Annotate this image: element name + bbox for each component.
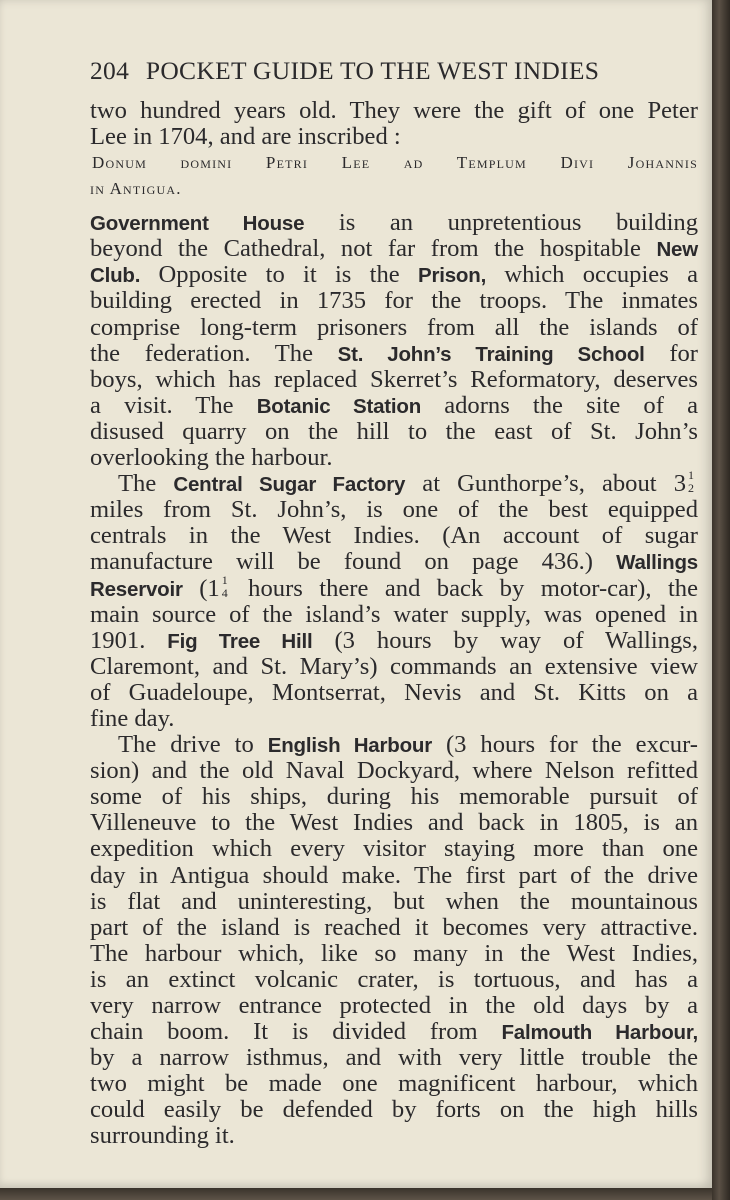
text-line: main source of the island’s water supply, was opened in [90, 600, 698, 628]
text-line: Club. Opposite to it is the Prison, which occupies a [90, 261, 698, 289]
fraction-half: 1 2 [688, 468, 694, 496]
inscription-line: Donum domini Petri Lee ad Templum Divi Johannis [92, 153, 698, 173]
text-line: Government House is an unpretentious building [90, 209, 698, 237]
place-new-club: New [656, 238, 698, 262]
text-line: Claremont, and St. Mary’s) commands an extensive view [90, 652, 698, 680]
text-line: expedition which every visitor staying more than one [90, 835, 698, 863]
text-line: could easily be defended by forts on the high hills [90, 1096, 698, 1124]
body-text [90, 98, 698, 1150]
text-line: very narrow entrance protected in the old days by a [90, 992, 698, 1019]
place-falmouth-harbour: Falmouth Harbour, [501, 1021, 699, 1045]
text-line: part of the island is reached it becomes very attractive. [90, 913, 698, 941]
text-line: boys, which has replaced Skerret’s Reformatory, deserves [90, 365, 698, 393]
place-central-sugar-factory: Central Sugar Factory [173, 473, 406, 497]
place-government-house: Government House [90, 212, 305, 236]
page-number: 204 [90, 56, 130, 85]
running-head-title: POCKET GUIDE TO THE WEST INDIES [145, 56, 600, 85]
place-botanic-station: Botanic Station [256, 394, 422, 418]
place-wallings: Wallings [616, 551, 698, 575]
text-line: day in Antigua should make. The first part of the drive [90, 861, 698, 889]
place-prison: Prison, [417, 264, 487, 288]
inscription-line: in Antigua. [90, 179, 182, 199]
text-line: centrals in the West Indies. (An account of sugar [90, 522, 698, 550]
text-line: manufacture will be found on page 436.) Wallings [90, 548, 698, 576]
place-training-school: St. John’s Training School [337, 342, 645, 366]
text-line: of Guadeloupe, Montserrat, Nevis and St. Kitts on a [90, 678, 698, 706]
page-bottom-edge [0, 1188, 712, 1200]
place-reservoir: Reservoir [90, 577, 183, 601]
text-line: The Central Sugar Factory at Gunthorpe’s, about 3 1 2 [90, 471, 698, 497]
text-line: is an extinct volcanic crater, is tortuous, and has a [90, 965, 698, 993]
text-line: miles from St. John’s, is one of the best equipped [90, 496, 698, 524]
text-line: comprise long-term prisoners from all the islands of [90, 313, 698, 341]
text-line: fine day. [90, 704, 175, 732]
text-line: sion) and the old Naval Dockyard, where Nelson refitted [90, 757, 698, 785]
text-line: surrounding it. [90, 1122, 235, 1150]
text-line: overlooking the harbour. [90, 444, 333, 472]
text-line: building erected in 1735 for the troops. The inmates [90, 287, 698, 315]
place-english-harbour: English Harbour [267, 734, 433, 758]
text-line: by a narrow isthmus, and with very little trouble the [90, 1044, 698, 1072]
text-line: is flat and uninteresting, but when the mountainous [90, 887, 698, 915]
text-line: The harbour which, like so many in the West Indies, [90, 939, 698, 967]
text-line: two hundred years old. They were the gift of one Peter [90, 97, 698, 124]
text-line: The drive to English Harbour (3 hours for the excur- [118, 731, 698, 759]
text-line: beyond the Cathedral, not far from the hospitable New [90, 235, 698, 263]
text-line: the federation. The St. John’s Training School for [90, 339, 698, 367]
text-line: some of his ships, during his memorable pursuit of [90, 783, 698, 811]
text-line: chain boom. It is divided from Falmouth Harbour, [90, 1018, 699, 1046]
book-spine-edge [712, 0, 730, 1200]
text-line: Villeneuve to the West Indies and back in 1805, is an [90, 809, 698, 837]
text-line: 1901. Fig Tree Hill (3 hours by way of Wallings, [90, 626, 698, 654]
place-fig-tree-hill: Fig Tree Hill [167, 629, 313, 653]
running-header [90, 56, 698, 86]
text-line: Lee in 1704, and are inscribed : [90, 123, 401, 151]
text-line: Reservoir (1 1 4 hours there and back by motor-car), the [90, 572, 698, 602]
text-line: disused quarry on the hill to the east of St. John’s [90, 417, 698, 445]
fraction-quarter: 1 4 [221, 572, 228, 600]
text-line: a visit. The Botanic Station adorns the site of a [90, 391, 698, 419]
text-line: two might be made one magnificent harbour, which [90, 1070, 698, 1098]
